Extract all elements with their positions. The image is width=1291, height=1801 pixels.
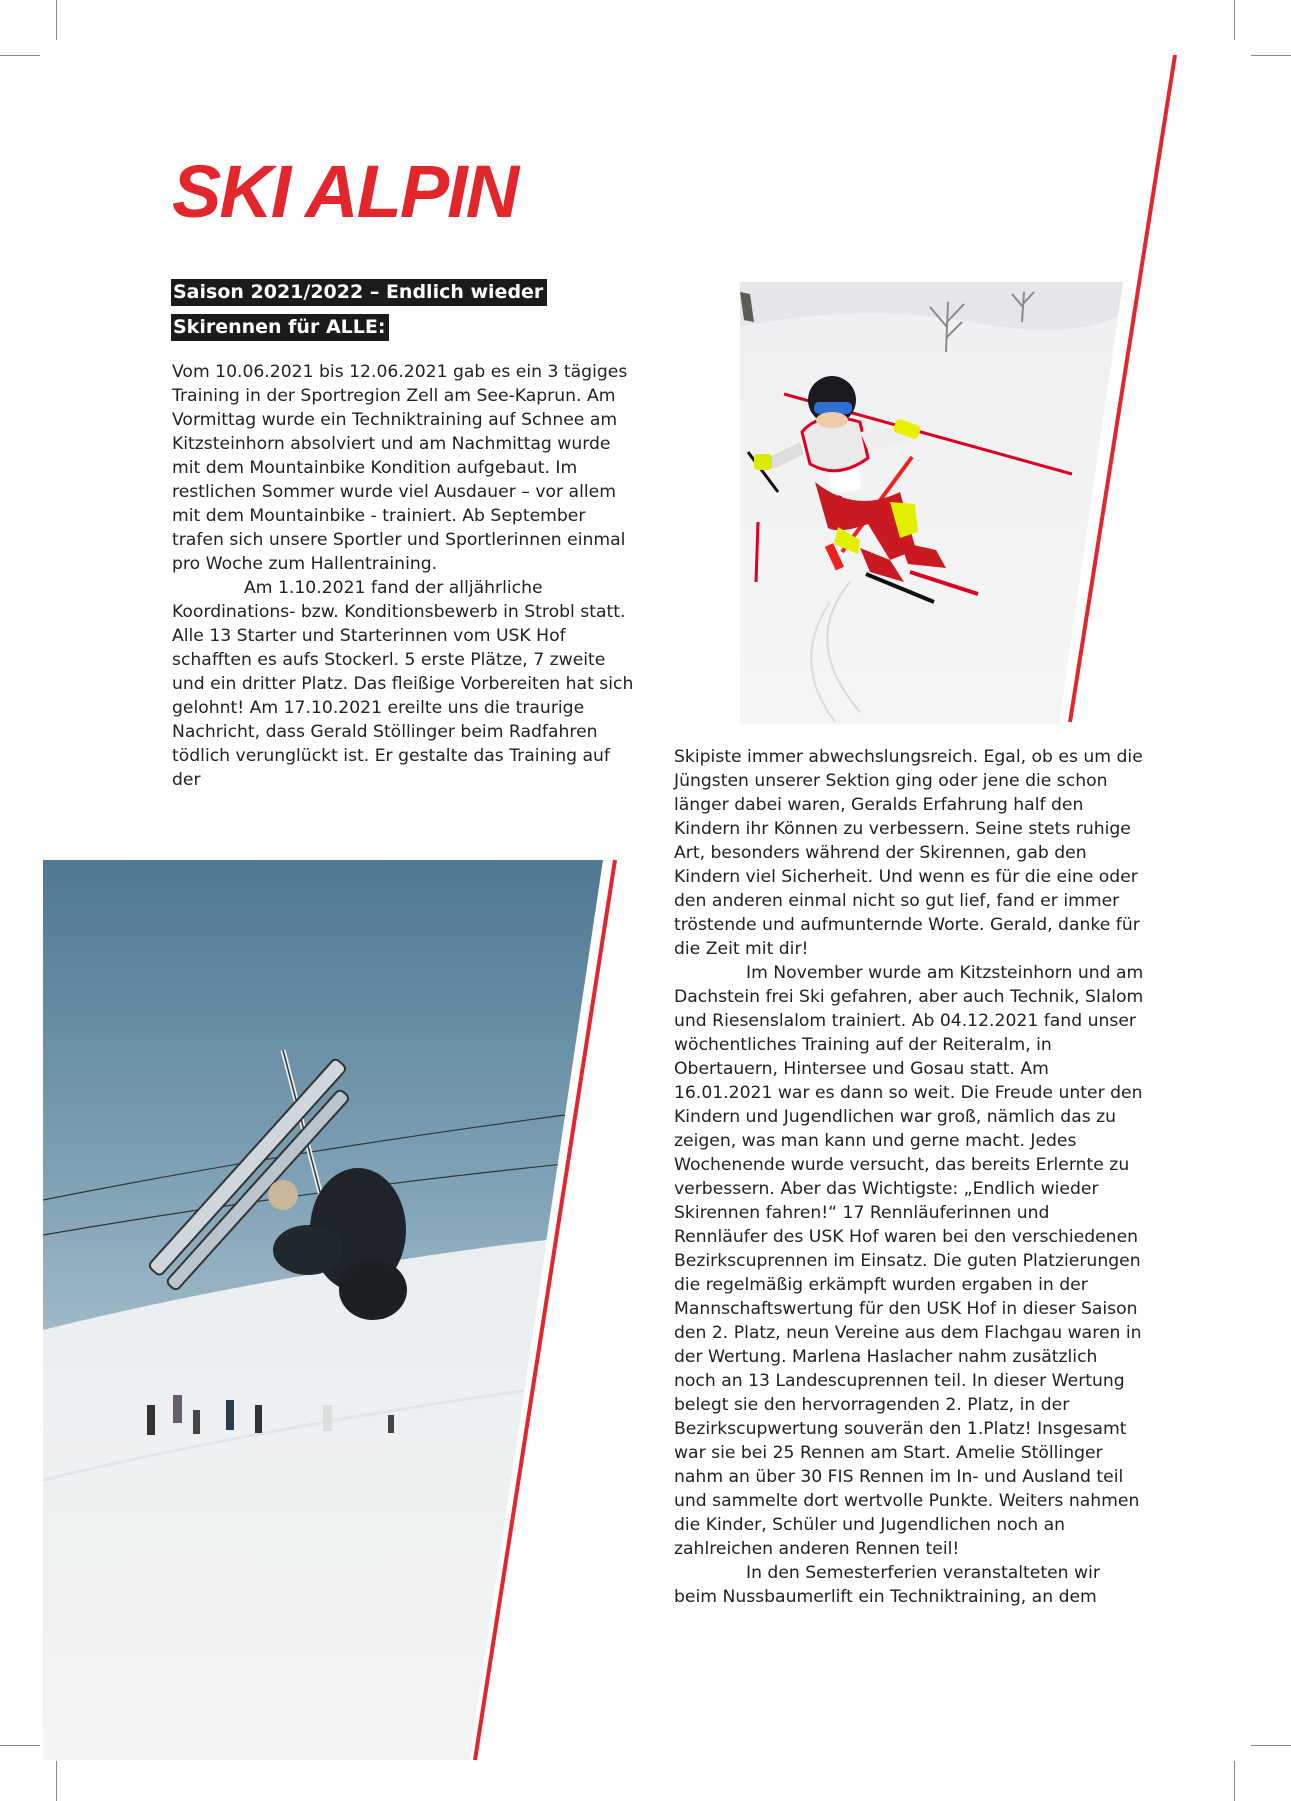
subheading-line-2: Skirennen für ALLE: xyxy=(171,314,389,341)
paragraph: Vom 10.06.2021 bis 12.06.2021 gab es ein 3 tägiges Training in der Sportregion Zell am See-Kaprun. Am Vormittag wurde ein Techniktraining auf Schnee am Kitzsteinhorn absolviert und am Nachmittag wurde mit dem Mountainbike Kondition aufgebaut. Im restlichen Sommer wurde viel Ausdauer – vor allem mit dem Mountainbike - trainiert. Ab September trafen sich unsere Sportler und Sportlerinnen einmal pro Woche zum Hallentraining. xyxy=(172,362,628,574)
left-text-column xyxy=(172,360,642,792)
paragraph: Skipiste immer abwechslungsreich. Egal, ob es um die Jüngsten unserer Sektion ging oder jene die schon länger dabei waren, Geralds Erfahrung half den Kindern ihr Können zu verbessern. Seine stets ruhige Art, besonders während der Skirennen, gab den Kindern viel Sicherheit. Und wenn es für die eine oder den anderen einmal nicht so gut lief, fand er immer tröstende und aufmunternde Worte. Gerald, danke für die Zeit mit dir! xyxy=(674,747,1143,959)
page-title: SKI ALPIN xyxy=(172,150,518,233)
paragraph: Im November wurde am Kitzsteinhorn und am Dachstein frei Ski gefahren, aber auch Technik, Slalom und Riesenslalom trainiert. Ab 04.12.2021 fand unser wöchentliches Training auf der Reiteralm, in Obertauern, Hintersee und Gosau statt. Am 16.01.2021 war es dann so weit. Die Freude unter den Kindern und Jugendlichen war groß, nämlich das zu zeigen, was man kann und gerne macht. Jedes Wochenende wurde versucht, das bereits Erlernte zu verbessern. Aber das Wichtigste: „Endlich wieder Skirennen fahren!“ 17 Rennläuferinnen und Rennläufer des USK Hof waren bei den verschiedenen Bezirkscuprennen im Einsatz. Die guten Platzierungen die regelmäßig erkämpft wurden ergaben in der Mannschaftswertung für den USK Hof in dieser Saison den 2. Platz, neun Vereine aus dem Flachgau waren in der Wertung. Marlena Haslacher nahm zusätzlich noch an 13 Landescuprennen teil. In dieser Wertung belegt sie den hervorragenden 2. Platz, in der Bezirkscupwertung souverän den 1.Platz! Insgesamt war sie bei 25 Rennen am Start. Amelie Stöllinger nahm an über 30 FIS Rennen im In- und Ausland teil und sammelte dort wertvolle Punkte. Weiters nahmen die Kinder, Schüler und Jugendlichen noch an zahlreichen anderen Rennen teil! xyxy=(674,963,1144,1559)
slalom-skier-photo xyxy=(740,282,1125,724)
right-text-column xyxy=(674,745,1144,1609)
ski-jump-photo xyxy=(43,860,633,1765)
article-subheading xyxy=(171,279,547,349)
paragraph: Am 1.10.2021 fand der alljährliche Koordinations- bzw. Konditionsbewerb in Strobl statt. Alle 13 Starter und Starterinnen vom USK Hof schafften es aufs Stockerl. 5 erste Plätze, 7 zweite und ein dritter Platz. Das fleißige Vorbereiten hat sich gelohnt! Am 17.10.2021 ereilte uns die traurige Nachricht, dass Gerald Stöllinger beim Radfahren tödlich verunglückt ist. Er gestalte das Training auf der xyxy=(172,578,634,790)
paragraph: In den Semesterferien veranstalteten wir beim Nussbaumerlift ein Techniktraining, an dem xyxy=(674,1563,1100,1607)
subheading-line-1: Saison 2021/2022 – Endlich wieder xyxy=(171,279,547,306)
